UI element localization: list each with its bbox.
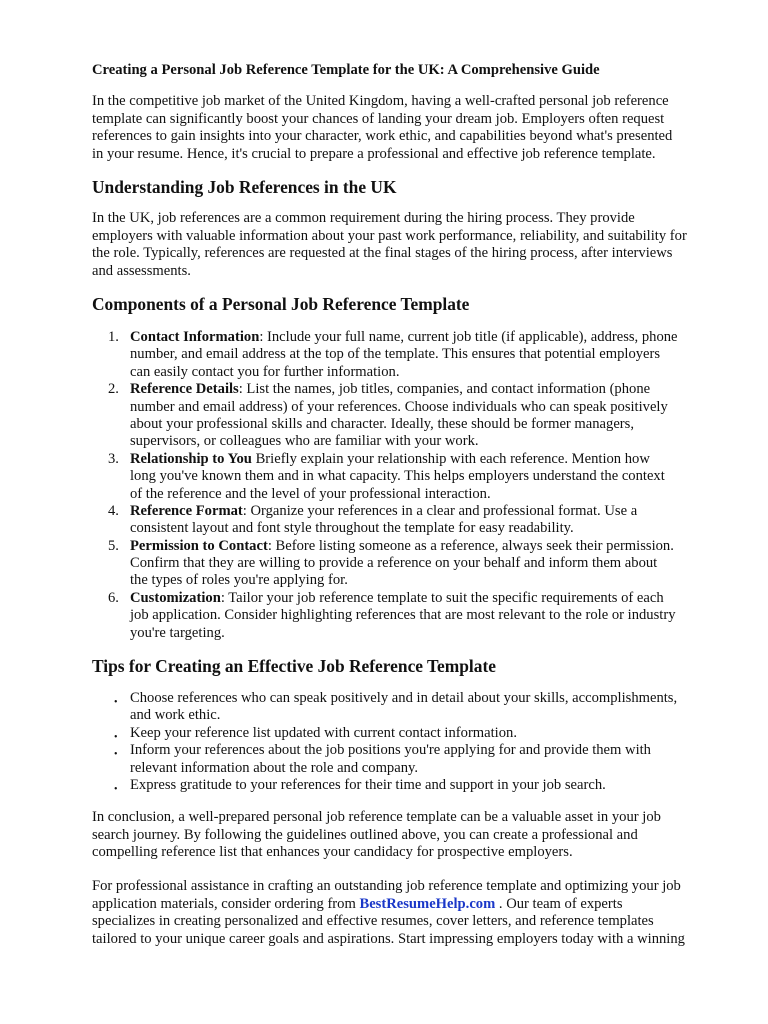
item-text: : Tailor your job reference template to suit the specific requirements of each: [220, 589, 664, 606]
paragraph-line: employers with valuable information about your past work performance, reliability, and suitability for: [92, 227, 687, 244]
item-line: and work ethic.: [130, 707, 221, 724]
item-line: consistent layout and font style throughout the template for easy readability.: [130, 520, 574, 537]
bullet-icon: •: [114, 783, 118, 795]
understanding-paragraph: [92, 210, 732, 280]
list-item: [92, 329, 732, 381]
paragraph-line: In the UK, job references are a common requirement during the hiring process. They provide: [92, 210, 635, 226]
tips-list: [92, 690, 732, 794]
list-item: [92, 777, 732, 794]
paragraph-text: . Our team of experts: [495, 895, 623, 912]
bullet-icon: •: [114, 697, 118, 708]
list-number: 6.: [108, 589, 119, 606]
list-item: [92, 742, 732, 777]
closing-paragraph: [92, 878, 732, 948]
intro-paragraph: [92, 93, 732, 163]
item-line: Keep your reference list updated with current contact information.: [130, 724, 517, 741]
item-line: job application. Consider highlighting references that are most relevant to the role or industry: [130, 607, 676, 624]
item-term: Customization: [130, 589, 221, 606]
list-number: 2.: [108, 381, 119, 398]
paragraph-line: compelling reference list that enhances your candidacy for prospective employers.: [92, 844, 573, 861]
document-title: Creating a Personal Job Reference Template for the UK: A Comprehensive Guide: [92, 62, 600, 78]
item-text: : Organize your references in a clear and professional format. Use a: [242, 502, 638, 519]
list-item: [92, 538, 732, 590]
paragraph-line: in your resume. Hence, it's crucial to prepare a professional and effective job reference template.: [92, 145, 656, 162]
item-line: Confirm that they are willing to provide a reference on your behalf and inform them about: [130, 555, 658, 572]
paragraph-line: search journey. By following the guidelines outlined above, you can create a professional and: [92, 826, 638, 843]
item-line: relevant information about the role and company.: [130, 759, 418, 776]
components-list: [92, 329, 732, 642]
item-text: : Before listing someone as a reference, always seek their permission.: [267, 537, 674, 554]
item-line: can easily contact you for further information.: [130, 363, 400, 380]
item-line: about your professional skills and character. Ideally, these should be former managers,: [130, 415, 634, 432]
paragraph-line: In the competitive job market of the United Kingdom, having a well-crafted personal job reference: [92, 93, 669, 109]
item-line: number and email address) of your references. Choose individuals who can speak positively: [130, 398, 668, 415]
item-line: you're targeting.: [130, 624, 225, 641]
paragraph-line: specializes in creating personalized and effective resumes, cover letters, and reference templates: [92, 913, 654, 930]
item-line: the types of roles you're applying for.: [130, 572, 348, 589]
bullet-icon: •: [114, 749, 118, 761]
list-number: 3.: [108, 450, 119, 467]
item-line: number, and email address at the top of the template. This ensures that potential employers: [130, 346, 661, 363]
item-line: long you've known them and in what capacity. This helps employers understand the context: [130, 468, 665, 485]
bullet-icon: •: [114, 731, 118, 743]
item-term: Contact Information: [130, 329, 260, 345]
item-term: Reference Details: [130, 381, 239, 398]
item-term: Relationship to You: [130, 450, 252, 467]
list-item: [92, 503, 732, 538]
item-term: Permission to Contact: [130, 537, 268, 554]
item-line: Choose references who can speak positively and in detail about your skills, accomplishments,: [130, 690, 678, 706]
item-line: Inform your references about the job positions you're applying for and provide them with: [130, 742, 651, 759]
paragraph-line: template can significantly boost your chances of landing your dream job. Employers often request: [92, 110, 665, 127]
paragraph-text: application materials, consider ordering from: [92, 895, 360, 912]
item-text: Briefly explain your relationship with each reference. Mention how: [251, 450, 650, 467]
paragraph-line: references to gain insights into your character, work ethic, and capabilities beyond what's presented: [92, 128, 673, 145]
paragraph-line: For professional assistance in crafting an outstanding job reference template and optimizing your job: [92, 878, 681, 894]
paragraph-line: and assessments.: [92, 262, 191, 279]
paragraph-line: tailored to your unique career goals and aspirations. Start impressing employers today with a winning: [92, 930, 685, 947]
section-heading-understanding: Understanding Job References in the UK: [92, 177, 397, 197]
item-line: supervisors, or colleagues who are familiar with your work.: [130, 433, 479, 450]
section-heading-components: Components of a Personal Job Reference Template: [92, 294, 470, 314]
conclusion-paragraph: [92, 809, 732, 862]
list-number: 5.: [108, 537, 119, 554]
list-number: 1.: [108, 329, 119, 345]
list-item: [92, 590, 732, 642]
list-item: [92, 725, 732, 742]
bestresumehelp-link[interactable]: BestResumeHelp.com: [359, 895, 496, 912]
paragraph-line: In conclusion, a well-prepared personal job reference template can be a valuable asset in your job: [92, 809, 661, 825]
item-line: of the reference and the level of your professional interaction.: [130, 485, 491, 502]
item-text: : List the names, job titles, companies, and contact information (phone: [238, 381, 651, 398]
item-term: Reference Format: [130, 502, 243, 519]
list-item: [92, 381, 732, 451]
paragraph-line: the role. Typically, references are requested at the final stages of the hiring process, after interviews: [92, 245, 673, 262]
section-heading-tips: Tips for Creating an Effective Job Reference Template: [92, 656, 496, 676]
item-text: : Include your full name, current job title (if applicable), address, phone: [259, 329, 678, 345]
list-item: [92, 451, 732, 503]
item-line: Express gratitude to your references for their time and support in your job search.: [130, 776, 606, 793]
list-number: 4.: [108, 502, 119, 519]
list-item: [92, 690, 732, 725]
